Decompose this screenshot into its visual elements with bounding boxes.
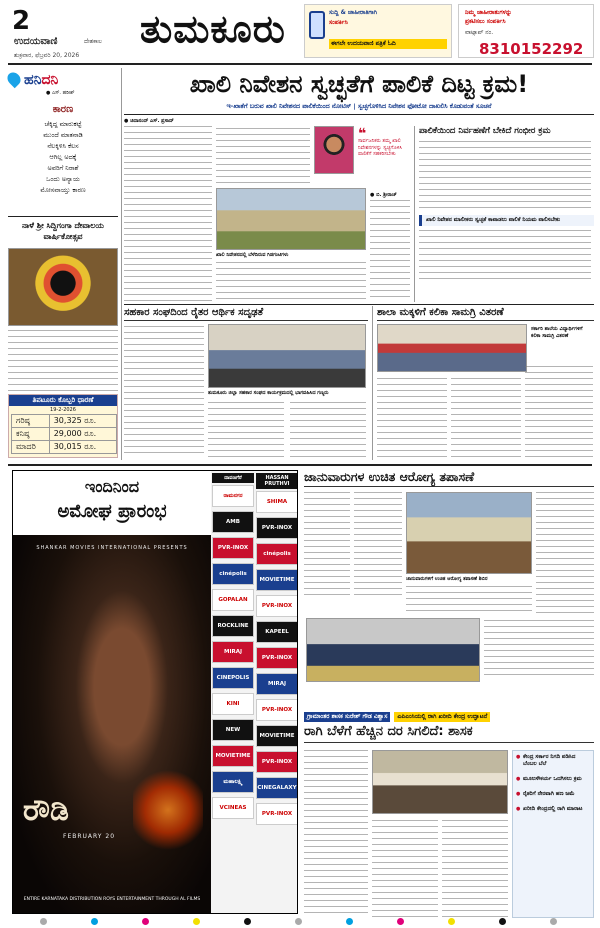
theatre-logo: MOVIETIME [256, 725, 298, 747]
lead-headline: ಖಾಲಿ ನಿವೇಶನ ಸ್ವಚ್ಛತೆಗೆ ಪಾಲಿಕೆ ದಿಟ್ಟ ಕ್ರಮ! [189, 70, 529, 98]
lead-photo [216, 188, 366, 250]
price-date: 19-2-2026 [50, 407, 76, 413]
lead-body-col3 [216, 262, 366, 302]
coop-story [124, 306, 368, 460]
ragi-bullet-text: ಮೂಲಸೌಕರ್ಯ ಒದಗಿಸಲು ಕ್ರಮ [523, 776, 582, 782]
left-divider [121, 68, 122, 460]
yellow-mark [193, 918, 200, 925]
movie-tagline: ಇಂದಿನಿಂದ [84, 477, 140, 496]
movie-ad [12, 470, 298, 914]
bullet-icon: ● [516, 791, 521, 797]
ad1-line3: ಈಗಲೇ ಉದಯವಾಣಿ ಪತ್ರಿಕೆ ಓದಿ [329, 39, 447, 49]
price-row [12, 415, 117, 428]
poem-line: ಮೋಸವಾಯ್ತು ಕಾರಣ [40, 186, 86, 194]
theatre-logo: KINI [212, 693, 254, 715]
ragi-headline: ರಾಗಿ ಬೆಳೆಗೆ ಹೆಚ್ಚಿನ ದರ ಸಿಗಲಿದೆ: ಶಾಸಕ [304, 722, 594, 743]
sidebar-body [419, 141, 591, 211]
theatres-col2 [256, 489, 298, 827]
ragi-bullets [512, 750, 594, 918]
theatre-logo: CINEPOLIS [212, 667, 254, 689]
cyan-mark [91, 918, 98, 925]
poem-line: ಮುಂದೆ ಮಾತನಾಡಿ [43, 131, 83, 139]
cattle-body-2 [354, 492, 402, 598]
theatre-logo: ರಾಮನಗರ [212, 485, 254, 507]
lead-subhead: ಇ-ಖಾತೆಗೆ ಬರುವ ಖಾಲಿ ನಿವೇಶನದ ಪಾಲಿಕೆಯಿಂದ ನೋಟಿಸ್ | ಸ್ವಚ್ಛಗೊಳಿಸಿದ ನಿವೇಶನ ಫೋಟೋ ದಾಖಲಿಸಿ ಕೊಡುವಂತೆ ಸೂಚನೆ [226, 102, 492, 110]
masthead-rule [8, 63, 592, 65]
lead-body-col1 [124, 126, 212, 302]
price-row [12, 441, 117, 454]
temple-body [8, 330, 118, 392]
ragi-story [304, 712, 594, 920]
sidebar-body-2 [419, 230, 591, 282]
coop-body-1 [124, 326, 204, 458]
theatre-logo: ಮಹಾಲಕ್ಷ್ಮಿ [212, 771, 254, 793]
district-title: ತುಮಕೂರು [140, 6, 286, 51]
bullet-icon: ● [516, 806, 521, 812]
movie-poster [13, 535, 211, 914]
theatre-logo: PVR-INOX [256, 517, 298, 539]
school-story [372, 306, 594, 460]
sidebar-quote: ಖಾಲಿ ನಿವೇಶನ ಮಾಲೀಕರು ಸ್ವಚ್ಛತೆ ಕಾಪಾಡಲು ಪಾಲಿಕೆ ನಿಯಮ ಪಾಲಿಸಬೇಕು [426, 217, 561, 223]
phone-icon [309, 11, 325, 39]
brand-drop-icon [5, 70, 23, 88]
coop-caption: ತುಮಕೂರು ಜಿಲ್ಲಾ ಸಹಕಾರ ಸಂಘದ ಕಾರ್ಯಕ್ರಮದಲ್ಲಿ ಭಾಗವಹಿಸಿದ ಗಣ್ಯರು [208, 390, 329, 396]
price-value: 29,000 ರೂ. [49, 428, 116, 441]
poem-box [8, 100, 118, 212]
theatre-logo: MOVIETIME [256, 569, 298, 591]
page-number: 2 [12, 6, 31, 36]
coop-body-3 [290, 402, 366, 458]
yellow-mark [448, 918, 455, 925]
poem-line: ಅವರಿಗೆ ನಿರಾಶೆ [47, 164, 79, 172]
ad1-line2: ಸಂಪರ್ಕಿಸಿ [329, 19, 348, 26]
magenta-mark [397, 918, 404, 925]
quote-mark-icon: ❝ [358, 126, 367, 142]
ragi-kicker-right: ಎಪಿಎಂಸಿಯಲ್ಲಿ ರಾಗಿ ಖರೀದಿ ಕೇಂದ್ರ ಉದ್ಘಾಟನೆ [394, 712, 490, 722]
theatre-logo: KAPEEL [256, 621, 298, 643]
theatre-logo: PVR-INOX [256, 751, 298, 773]
movie-tagline2: ಅಮೋಘ ಪ್ರಾರಂಭ [57, 501, 167, 522]
theatre-logo: GOPALAN [212, 589, 254, 611]
bullet-icon: ● [516, 776, 521, 782]
ragi-bullet [516, 754, 590, 768]
price-box [8, 394, 118, 458]
theatre-logo: PVR-INOX [256, 647, 298, 669]
theatre-header-2: HASSAN PRUTHVI [256, 473, 298, 489]
lead-photo-caption: ಖಾಲಿ ನಿವೇಶನದಲ್ಲಿ ಬೆಳೆದಿರುವ ಗಿಡಗಂಟಿಗಳು [216, 252, 289, 258]
brand-part1: ಹನಿ [24, 72, 42, 88]
ragi-photo [372, 750, 508, 814]
ragi-bullet-list [516, 754, 590, 813]
cattle-story [304, 468, 594, 704]
quote-name: ● ಬಿ. ಶ್ರೀರಾಜ್ [370, 192, 397, 198]
theatre-logo: MIRAJ [212, 641, 254, 663]
registration-mark [550, 918, 557, 925]
magenta-mark [142, 918, 149, 925]
cattle-headline: ಜಾನುವಾರುಗಳ ಉಚಿತ ಆರೋಗ್ಯ ತಪಾಸಣೆ [304, 468, 594, 487]
theatres-col1 [212, 483, 254, 821]
quote-box [314, 126, 410, 188]
movie-ad-header [13, 471, 211, 535]
lead-rule [124, 114, 594, 115]
poem-title: ಕಾರಣ [52, 104, 74, 115]
registration-mark [40, 918, 47, 925]
ragi-bullet [516, 806, 590, 813]
theatre-logo: NEW [212, 719, 254, 741]
poster-glow [133, 765, 203, 855]
school-headline: ಶಾಲಾ ಮಕ್ಕಳಿಗೆ ಕಲಿಕಾ ಸಾಮಗ್ರಿ ವಿತರಣೆ [377, 306, 594, 321]
sidebar-story [414, 126, 594, 302]
theatre-logo: PVR-INOX [256, 803, 298, 825]
poem-line: ಆಗಿಲ್ಲ ಅದಕ್ಕೆ [49, 153, 77, 161]
cattle-body-4 [406, 586, 532, 616]
black-mark [244, 918, 251, 925]
theatre-header-1: ದಾವಣಗೆರೆ [212, 473, 254, 483]
school-body-1 [377, 378, 447, 458]
ad1-line1: ಸುದ್ದಿ & ಜಾಹೀರಾತಿಗಾಗಿ [329, 9, 378, 16]
cattle-photo-2 [306, 618, 480, 682]
school-body-3 [525, 366, 593, 458]
temple-headline: ನಾಳೆ ಶ್ರೀ ಸಿದ್ದಿಗಂಗಾ ದೇವಾಲಯ ವಾರ್ಷಿಕೋತ್ಸವ [21, 221, 104, 241]
cattle-caption: ಜಾನುವಾರುಗಳಿಗೆ ಉಚಿತ ಆರೋಗ್ಯ ತಪಾಸಣೆ ಶಿಬಿರ [406, 576, 488, 582]
cattle-body-5 [484, 620, 594, 680]
lead-body-col4 [370, 200, 410, 302]
ragi-bullet-text: ಖರೀದಿ ಕೇಂದ್ರದಲ್ಲಿ ರಾಗಿ ಮಾರಾಟ [523, 806, 583, 812]
coop-rule [124, 304, 594, 305]
ragi-body-1 [304, 750, 368, 918]
brand-byline: ● ಎಸ್. ಹರೀಶ್ [46, 90, 75, 96]
sidebar-headline: ಪಾಲಿಕೆಯಿಂದ ನಿರ್ವಹಣೆಗೆ ಬೇಕಿದೆ ಗಂಭೀರ ಕ್ರಮ [419, 126, 551, 136]
brand-part2: ದನಿ [41, 72, 59, 88]
coop-body-2 [208, 402, 284, 458]
price-label: ಮಾದರಿ [12, 441, 50, 454]
poem-line: ಒಂದು ಅನ್ಯಾಯ [46, 175, 80, 183]
ragi-body-3 [442, 820, 508, 918]
theatre-logo: CINEGALAXY [256, 777, 298, 799]
printer-marks [40, 918, 560, 926]
edition-label: ದೇಶಕಾಲ [84, 38, 102, 45]
price-value: 30,015 ರೂ. [49, 441, 116, 454]
mid-rule [8, 464, 592, 466]
movie-title: ರೌಡಿ [23, 793, 69, 828]
ad2-line2: ಪ್ರಕಟಿಸಲು ಸಂಪರ್ಕಿಸಿ [465, 18, 506, 25]
theatre-logo: PVR-INOX [212, 537, 254, 559]
price-title: ತಿಪಟೂರು ಕೊಬ್ಬರಿ ಧಾರಣೆ [9, 395, 117, 406]
masthead-ad-1 [304, 4, 452, 58]
poem-line: ಚೆಕ್ಕಿದ್ದ ಮಾರುಕಟ್ಟೆ [44, 120, 82, 128]
theatre-logo: VCINEAS [212, 797, 254, 819]
coop-headline: ಸಹಕಾರ ಸಂಘದಿಂದ ರೈತರ ಆರ್ಥಿಕ ಸದೃಢತೆ [124, 306, 368, 321]
theatre-logo: cinépolis [212, 563, 254, 585]
ragi-body-2 [372, 820, 438, 918]
ragi-kicker-row [304, 712, 594, 722]
price-table [11, 414, 117, 454]
theatre-logo: SHIMA [256, 491, 298, 513]
theatre-logo: MIRAJ [256, 673, 298, 695]
theatre-list [211, 471, 298, 914]
theatre-logo: PVR-INOX [256, 699, 298, 721]
theatre-col-2 [255, 471, 298, 914]
sidebar-quote-box [419, 215, 594, 226]
coop-photo [208, 324, 366, 388]
ragi-bullet [516, 776, 590, 783]
school-body-2 [451, 378, 521, 458]
school-photo [377, 324, 527, 372]
poem-lines [8, 119, 118, 196]
ragi-bullet-text: ರೈತರಿಗೆ ನೇರವಾಗಿ ಹಣ ಜಮೆ [523, 791, 575, 797]
cyan-mark [346, 918, 353, 925]
quote-portrait [314, 126, 354, 174]
ragi-bullet-text: ಕೇಂದ್ರ ಸರ್ಕಾರ ನಿಗದಿ ಪಡಿಸಿದ ಬೆಂಬಲ ಬೆಲೆ [523, 754, 576, 767]
price-row [12, 428, 117, 441]
price-label: ಗರಿಷ್ಠ [12, 415, 50, 428]
bullet-icon: ● [516, 754, 521, 760]
theatre-logo: MOVIETIME [212, 745, 254, 767]
black-mark [499, 918, 506, 925]
registration-mark [295, 918, 302, 925]
theatre-logo: cinépolis [256, 543, 298, 565]
masthead [0, 0, 600, 64]
left-column [8, 68, 118, 460]
ragi-kicker-left: ಗ್ರಾಮಾಂತರ ಶಾಸಕ ಸುರೇಶ್ ಗೌಡ ವಿಶ್ವಾಸ [304, 712, 390, 722]
school-caption: ಸರ್ಕಾರಿ ಶಾಲೆಯ ವಿದ್ಯಾರ್ಥಿಗಳಿಗೆ ಕಲಿಕಾ ಸಾಮಗ್ರಿ ವಿತರಣೆ [531, 326, 583, 339]
ragi-bullet [516, 791, 590, 798]
theatre-logo: PVR-INOX [256, 595, 298, 617]
price-value: 30,325 ರೂ. [49, 415, 116, 428]
brand [24, 72, 58, 88]
poem-line: ನೆಲಕ್ಕಿಳಿಸಿ ಕೆಲಸ [47, 142, 79, 150]
price-label: ಕನಿಷ್ಠ [12, 428, 50, 441]
temple-rule [8, 216, 118, 217]
paper-name: ಉದಯವಾಣಿ [14, 36, 58, 47]
date-line: ಶುಕ್ರವಾರ, ಫೆಬ್ರವರಿ 20, 2026 [14, 52, 80, 59]
cattle-photo [406, 492, 532, 574]
theatre-col-1 [211, 471, 255, 914]
ad2-phone-label: ವಾಟ್ಸಾಪ್ ನಂ. [465, 29, 494, 36]
theatre-logo: AMB [212, 511, 254, 533]
movie-distribution: ENTIRE KARNATAKA DISTRIBUTION ROYS ENTERTAINMENT THROUGH AL FILMS [23, 897, 201, 902]
masthead-ad-2 [458, 4, 594, 58]
ad2-line1: ನಿಮ್ಮ ಜಾಹೀರಾತುಗಳನ್ನು [465, 9, 512, 16]
lead-body-col2 [216, 128, 310, 184]
ad2-phone: 8310152292 [479, 40, 584, 58]
lead-byline: ● ಚಿದಾನಂದ್ ಎಸ್. ಪ್ರಸಾದ್ [124, 118, 174, 124]
cattle-body-3 [536, 492, 594, 616]
theatre-logo: ROCKLINE [212, 615, 254, 637]
quote-text: ಸಾರ್ವಜನಿಕರು ತಮ್ಮ ಖಾಲಿ ನಿವೇಶನಗಳನ್ನು ಸ್ವಚ್ಛಗೊಳಿಸಿ ಪಾಲಿಕೆಗೆ ಸಹಕರಿಸಬೇಕು [358, 138, 403, 157]
movie-release-date: FEBRUARY 20 [63, 833, 116, 840]
movie-presents: SHANKAR MOVIES INTERNATIONAL PRESENTS [36, 545, 188, 551]
cattle-body-1 [304, 492, 350, 598]
temple-photo [8, 248, 118, 326]
